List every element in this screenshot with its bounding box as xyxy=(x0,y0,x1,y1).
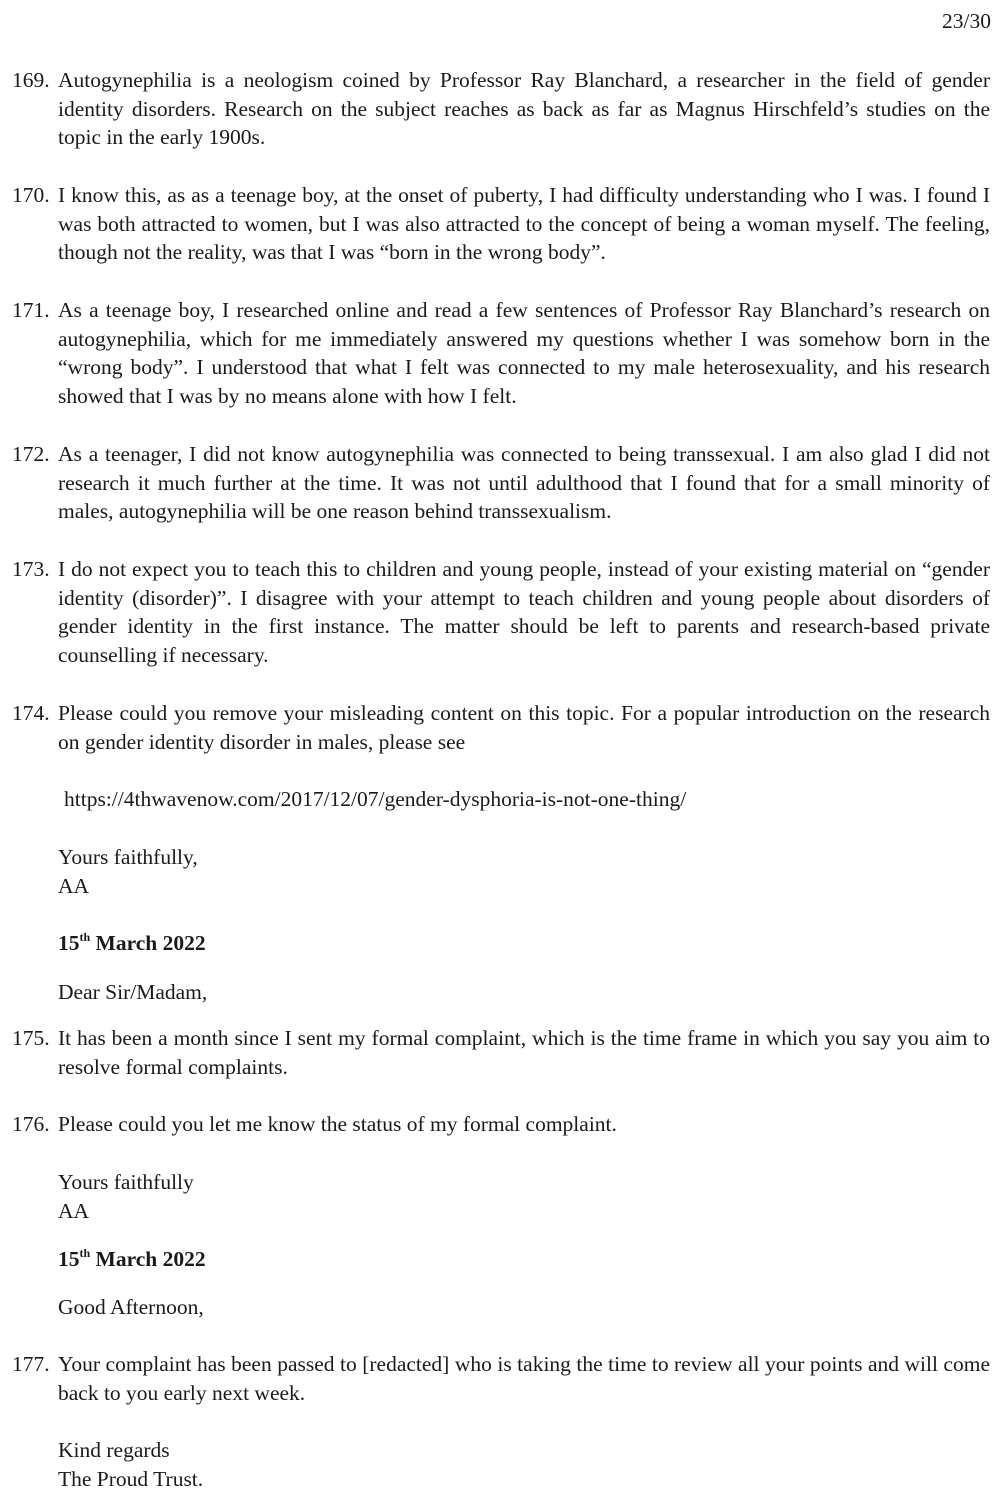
salutation: Dear Sir/Madam, xyxy=(58,980,208,1004)
signature: AA xyxy=(58,1199,90,1223)
paragraph-text: As a teenager, I did not know autogynephilia was connected to being transsexual. I am also glad I did not research it much further at the time. It was not until adulthood that I found that for a small minority of males, autogynephilia will be one reason behind transsexualism. xyxy=(58,442,990,524)
paragraph-text: I do not expect you to teach this to children and young people, instead of your existing material on “gender identity (disorder)”. I disagree with your attempt to teach children and young people about disorders of gender identity in the first instance. The matter should be left to parents and research-based private counselling if necessary. xyxy=(58,557,990,667)
paragraph-176 xyxy=(12,1110,990,1139)
letter-date: 15th March 2022 xyxy=(58,1245,206,1271)
signoff: Kind regards xyxy=(58,1438,170,1462)
page-number: 23/30 xyxy=(942,9,991,33)
paragraph-169 xyxy=(12,66,990,152)
paragraph-number: 176. xyxy=(12,1112,50,1136)
paragraph-172 xyxy=(12,440,990,526)
paragraph-text: It has been a month since I sent my formal complaint, which is the time frame in which you say you aim to resolve formal complaints. xyxy=(58,1026,990,1079)
paragraph-number: 177. xyxy=(12,1352,50,1376)
letter-date: 15th March 2022 xyxy=(58,929,206,955)
paragraph-number: 173. xyxy=(12,557,50,581)
paragraph-text: Autogynephilia is a neologism coined by Professor Ray Blanchard, a researcher in the field of gender identity disorders. Research on the subject reaches as back as far as Magnus Hirschfeld’s studies on the topic in the early 1900s. xyxy=(58,68,990,150)
paragraph-number: 171. xyxy=(12,298,50,322)
paragraph-number: 169. xyxy=(12,68,50,92)
paragraph-number: 172. xyxy=(12,442,50,466)
paragraph-174 xyxy=(12,699,990,756)
paragraph-175 xyxy=(12,1024,990,1081)
paragraph-number: 174. xyxy=(12,701,50,725)
paragraph-173 xyxy=(12,555,990,669)
signature: The Proud Trust. xyxy=(58,1467,204,1491)
paragraph-177 xyxy=(12,1350,990,1407)
paragraph-number: 170. xyxy=(12,183,50,207)
paragraph-number: 175. xyxy=(12,1026,50,1050)
signoff: Yours faithfully xyxy=(58,1170,194,1194)
paragraph-text: I know this, as as a teenage boy, at the onset of puberty, I had difficulty understanding who I was. I found I was both attracted to women, but I was also attracted to the concept of being a woman myself. The feeling, though not the reality, was that I was “born in the wrong body”. xyxy=(58,183,990,265)
paragraph-text: Please could you remove your misleading content on this topic. For a popular introduction on the research on gender identity disorder in males, please see xyxy=(58,701,990,754)
paragraph-text: As a teenage boy, I researched online and read a few sentences of Professor Ray Blanchard’s research on autogynephilia, which for me immediately answered my questions whether I was somehow born in the “wrong body”. I understood that what I felt was connected to my male heterosexuality, and his research showed that I was by no means alone with how I felt. xyxy=(58,298,990,408)
reference-link[interactable]: https://4thwavenow.com/2017/12/07/gender-dysphoria-is-not-one-thing/ xyxy=(64,787,687,811)
paragraph-170 xyxy=(12,181,990,267)
signoff: Yours faithfully, xyxy=(58,845,198,869)
paragraph-171 xyxy=(12,296,990,410)
signature: AA xyxy=(58,874,90,898)
paragraph-text: Please could you let me know the status of my formal complaint. xyxy=(58,1112,617,1136)
paragraph-text: Your complaint has been passed to [redacted] who is taking the time to review all your points and will come back to you early next week. xyxy=(58,1352,990,1405)
salutation: Good Afternoon, xyxy=(58,1295,204,1319)
